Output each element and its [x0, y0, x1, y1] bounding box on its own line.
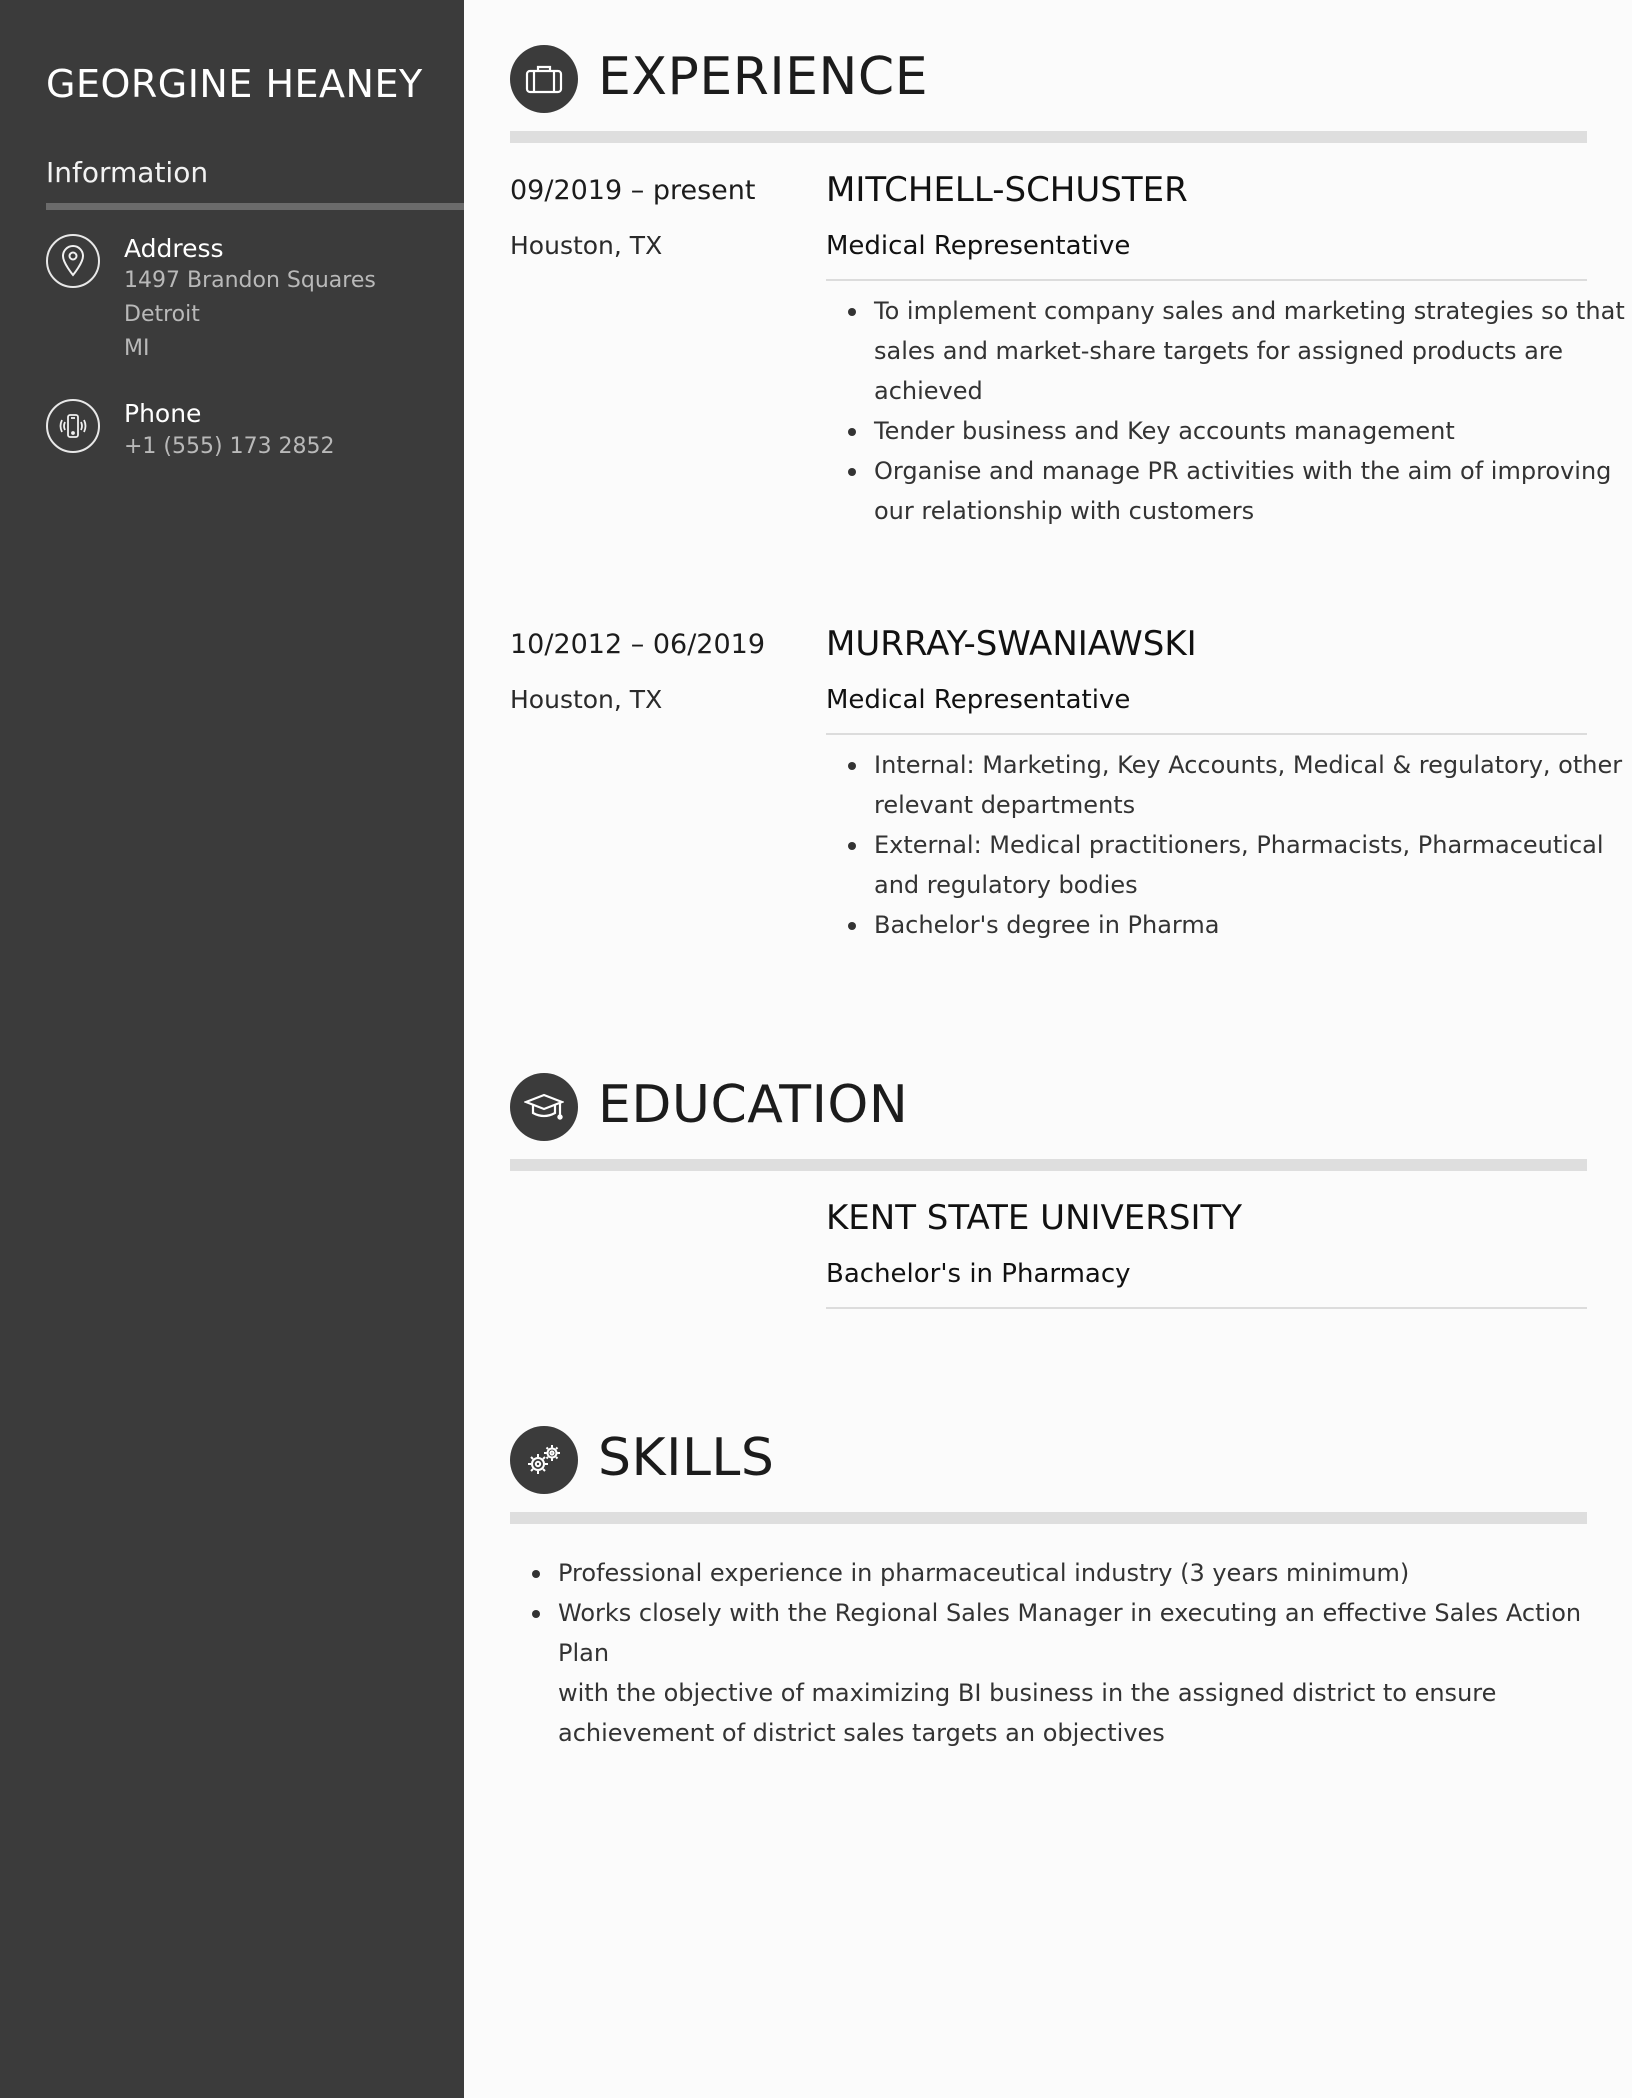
gears-icon	[510, 1426, 578, 1494]
list-item: To implement company sales and marketing strategies so that	[874, 291, 1625, 331]
company-name: MURRAY-SWANIAWSKI	[826, 624, 1197, 664]
list-item: Bachelor's degree in Pharma	[874, 905, 1622, 945]
list-item: Organise and manage PR activities with the aim of improving	[874, 451, 1625, 491]
list-item: Internal: Marketing, Key Accounts, Medical & regulatory, other	[874, 745, 1622, 785]
list-item-continued: relevant departments	[874, 791, 1136, 819]
skills-bar	[510, 1512, 1587, 1524]
job-location: Houston, TX	[510, 231, 663, 260]
skills-header	[510, 1426, 1587, 1526]
skills-list	[558, 1553, 1632, 1753]
job-divider	[826, 733, 1587, 735]
skills-title: SKILLS	[598, 1428, 775, 1488]
phone-icon	[46, 399, 100, 453]
candidate-name: GEORGINE HEANEY	[46, 62, 423, 106]
experience-bar	[510, 131, 1587, 143]
job-location: Houston, TX	[510, 685, 663, 714]
list-item-continued: sales and market-share targets for assigned products are	[874, 337, 1563, 365]
list-item-continued: and regulatory bodies	[874, 871, 1138, 899]
job-title: Medical Representative	[826, 685, 1131, 715]
school-name: KENT STATE UNIVERSITY	[826, 1198, 1243, 1238]
phone-label: Phone	[124, 399, 202, 428]
address-block	[46, 234, 446, 374]
address-state: MI	[124, 336, 150, 361]
phone-block	[46, 399, 446, 469]
address-label: Address	[124, 234, 224, 263]
experience-header	[510, 45, 1587, 145]
company-name: MITCHELL-SCHUSTER	[826, 170, 1188, 210]
information-divider	[46, 203, 464, 210]
phone-number: +1 (555) 173 2852	[124, 434, 335, 459]
experience-title: EXPERIENCE	[598, 47, 929, 107]
list-item-continued: achieved	[874, 377, 983, 405]
job-bullets	[874, 291, 1625, 531]
briefcase-icon	[510, 45, 578, 113]
graduation-cap-icon	[510, 1073, 578, 1141]
map-pin-icon	[46, 234, 100, 288]
education-divider	[826, 1307, 1587, 1309]
list-item: Tender business and Key accounts management	[874, 411, 1625, 451]
job-divider	[826, 279, 1587, 281]
job-bullets	[874, 745, 1622, 945]
job-dates: 10/2012 – 06/2019	[510, 629, 765, 660]
list-item: Works closely with the Regional Sales Manager in executing an effective Sales Action Plan	[558, 1593, 1632, 1673]
sidebar	[0, 0, 464, 2098]
address-line: 1497 Brandon Squares	[124, 268, 376, 293]
information-heading: Information	[46, 156, 209, 189]
job-dates: 09/2019 – present	[510, 175, 756, 206]
education-bar	[510, 1159, 1587, 1171]
list-item-continued: with the objective of maximizing BI business in the assigned district to ensure	[558, 1679, 1497, 1707]
list-item-continued: achievement of district sales targets an objectives	[558, 1719, 1165, 1747]
address-city: Detroit	[124, 302, 200, 327]
job-title: Medical Representative	[826, 231, 1131, 261]
list-item-continued: our relationship with customers	[874, 497, 1255, 525]
list-item: Professional experience in pharmaceutical industry (3 years minimum)	[558, 1553, 1632, 1593]
education-header	[510, 1073, 1587, 1173]
education-title: EDUCATION	[598, 1075, 909, 1135]
degree: Bachelor's in Pharmacy	[826, 1259, 1131, 1289]
list-item: External: Medical practitioners, Pharmacists, Pharmaceutical	[874, 825, 1622, 865]
